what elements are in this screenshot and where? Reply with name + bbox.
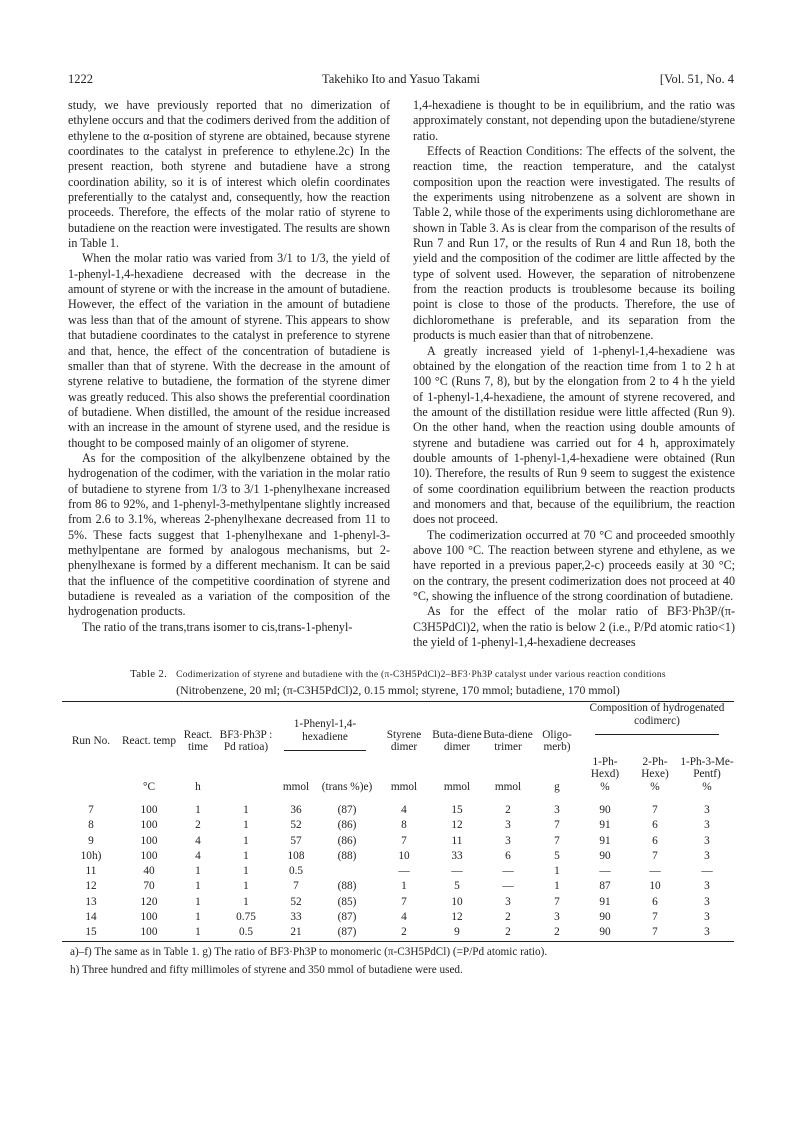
table-cell: 1 [178, 925, 218, 941]
table-row [62, 879, 734, 894]
table-cell: 91 [599, 834, 611, 847]
page-number: 1222 [68, 72, 93, 86]
table-cell: 5 [554, 849, 560, 862]
table-cell: 57 [290, 834, 302, 847]
table-conditions: (Nitrobenzene, 20 ml; (π-C3H5PdCl)2, 0.15 mmol; styrene, 170 mmol; butadiene, 170 mmol) [176, 683, 620, 697]
table-cell: 7 [401, 895, 407, 908]
table-cell: 52 [290, 895, 302, 908]
table-cell: 1 [243, 849, 249, 862]
table-cell: 1 [243, 895, 249, 908]
table-cell: (87) [337, 804, 357, 816]
table-cell: — [502, 880, 514, 893]
header-1ph3me-pent: 1-Ph-3-Me-Pentf) [680, 755, 734, 780]
volume-info: [Vol. 51, No. 4 [659, 72, 734, 86]
table-cell: 3 [704, 895, 710, 908]
table-cell: 90 [599, 911, 611, 924]
unit-mmol: mmol [282, 780, 310, 793]
paragraph: study, we have previously reported that no dimerization of ethylene occurs and that the codimers derived from the addition of ethylene to the α-position of styrene are obtained, because styrene coordinates to the catalyst in preference to ethylene.2c) In the present reaction, both styrene and butadiene have a strong coordination ability, so it is of interest which olefin coordinates preferentially to the catalyst and, consequently, how the reaction proceeds. Therefore, the effects of the molar ratio of styrene to butadiene on the reaction were investigated. The results are shown in Table 1. [68, 98, 390, 251]
table-cell: 7 [554, 834, 560, 847]
paragraph: The codimerization occurred at 70 °C and proceeded smoothly above 100 °C. The reaction between styrene and ethylene, as we have reported in a previous paper,2-c) proceeds easily at 30 °C; on the contrary, the present codimerization does not proceed at 40 °C, showing the influence of the strong coordination of butadiene. [413, 527, 735, 603]
table-cell: 91 [599, 895, 611, 908]
table-cell: 3 [554, 804, 560, 816]
table-row [62, 834, 734, 849]
table-cell: (86) [337, 834, 357, 847]
table-cell: 36 [290, 804, 302, 816]
table-row [62, 910, 734, 925]
unit-pct: % [600, 780, 610, 793]
table-cell: (87) [318, 925, 376, 941]
paragraph: As for the effect of the molar ratio of BF3·Ph3P/(π-C3H5PdCl)2, when the ratio is below 2 (i.e., P/Pd atomic ratio<1) the yield of 1-phenyl-1,4-hexadiene decreases [413, 604, 735, 650]
header-1ph-hex: 1-Ph-Hexd) [590, 755, 620, 780]
table-cell: 4 [195, 834, 201, 847]
table-cell: 3 [704, 911, 710, 924]
table-cell: 2 [195, 819, 201, 832]
running-authors: Takehiko Ito and Yasuo Takami [321, 72, 481, 86]
table-cell: 1 [195, 804, 201, 816]
table-row [62, 797, 734, 818]
table-cell: 91 [599, 819, 611, 832]
table-cell: 120 [140, 895, 158, 908]
table-cell: 6 [652, 834, 658, 847]
table-cell: 12 [85, 880, 97, 893]
table-cell: 6 [505, 849, 511, 862]
table-cell: (88) [337, 849, 357, 862]
table-cell: 8 [88, 819, 94, 832]
table-cell: 3 [505, 895, 511, 908]
table-cell: 14 [85, 911, 97, 924]
header-spacer [274, 756, 376, 781]
table-cell: 15 [62, 925, 120, 941]
table-row [62, 818, 734, 833]
table-cell: 2 [505, 804, 511, 816]
table-cell: 7 [652, 804, 658, 816]
table-cell: 0.75 [236, 911, 256, 924]
table-cell: 3 [704, 819, 710, 832]
table-cell: 100 [140, 834, 158, 847]
header-styrene-dimer: Styrene dimer [376, 702, 432, 781]
unit-pct: % [702, 780, 712, 793]
header-hexadiene [274, 702, 376, 756]
header-oligomer: Oligo-merb) [534, 702, 580, 781]
header-run: Run No. [62, 702, 120, 781]
table-cell: 70 [143, 880, 155, 893]
table-cell: 100 [140, 911, 158, 924]
table-cell: 3 [704, 804, 710, 816]
table-cell: (88) [337, 880, 357, 893]
table-title: Codimerization of styrene and butadiene with the (π-C3H5PdCl)2–BF3·Ph3P catalyst under various reaction conditions [176, 670, 666, 680]
table-cell: 3 [505, 834, 511, 847]
table-cell: 7 [630, 925, 680, 941]
table-cell: 9 [88, 834, 94, 847]
paragraph: 1,4-hexadiene is thought to be in equilibrium, and the ratio was approximately constant, not depending upon the butadiene/styrene ratio. [413, 98, 735, 143]
table-cell: 12 [451, 911, 463, 924]
table-footnote: a)–f) The same as in Table 1. g) The ratio of BF3·Ph3P to monomeric (π-C3H5PdCl) (=P/Pd atomic ratio). [70, 945, 548, 958]
table-cell: 13 [85, 895, 97, 908]
header-2ph-hex: 2-Ph-Hexe) [641, 755, 669, 780]
table-cell: 10 [451, 895, 463, 908]
header-temp: React. temp [120, 702, 178, 781]
table-2 [62, 667, 734, 978]
table-cell: 4 [195, 849, 201, 862]
table-cell: 1 [243, 819, 249, 832]
table-cell: 3 [704, 849, 710, 862]
table-cell: 2 [376, 925, 432, 941]
table-cell: 7 [652, 911, 658, 924]
table-cell: 100 [140, 849, 158, 862]
table-cell: (87) [337, 911, 357, 924]
table-cell: 1 [401, 880, 407, 893]
table-row [62, 925, 734, 941]
table-cell: — [701, 865, 713, 878]
unit-g: g [554, 780, 560, 793]
table-row [62, 895, 734, 910]
table-cell [318, 864, 376, 879]
table-cell: 90 [580, 925, 630, 941]
table-cell: 7 [652, 849, 658, 862]
header-rule [284, 750, 366, 752]
table-cell: 2 [505, 911, 511, 924]
table-cell: 2 [534, 925, 580, 941]
table-cell: 4 [401, 911, 407, 924]
table-cell: 3 [505, 819, 511, 832]
unit-blank [218, 781, 274, 798]
table-cell: 90 [599, 849, 611, 862]
table-label: Table 2. [130, 668, 168, 680]
right-column [413, 98, 735, 650]
table-cell: 90 [599, 804, 611, 816]
header-composition [580, 702, 734, 756]
table-cell: 6 [652, 895, 658, 908]
table-cell: 87 [599, 880, 611, 893]
table-cell: 1 [195, 880, 201, 893]
header-ratio: BF3·Ph3P : Pd ratioa) [218, 702, 274, 781]
table-cell: 11 [451, 834, 463, 847]
header-butadiene-dimer: Buta-diene dimer [432, 702, 482, 781]
table-cell: 3 [704, 834, 710, 847]
table-cell: 1 [243, 865, 249, 878]
header-butadiene-trimer: Buta-diene trimer [482, 702, 534, 781]
unit-mmol: mmol [443, 780, 471, 793]
table-cell: 52 [290, 819, 302, 832]
table-cell: 1 [554, 865, 560, 878]
table-cell: 10 [649, 880, 661, 893]
table-cell: 7 [88, 804, 94, 816]
table-cell: 3 [680, 925, 734, 941]
table-cell: (85) [337, 895, 357, 908]
table-cell: 12 [451, 819, 463, 832]
table-cell: 9 [432, 925, 482, 941]
table-cell: 40 [143, 865, 155, 878]
table-cell: 8 [401, 819, 407, 832]
table-cell: 6 [652, 819, 658, 832]
paragraph: The ratio of the trans,trans isomer to cis,trans-1-phenyl- [82, 619, 353, 634]
unit-temp: °C [142, 780, 156, 793]
table-cell: — [649, 865, 661, 878]
table-cell: — [599, 865, 611, 878]
table-cell: 7 [554, 819, 560, 832]
header-rule [595, 734, 718, 736]
table-cell: 1 [195, 911, 201, 924]
left-column [68, 98, 390, 635]
table-cell: 15 [451, 804, 463, 816]
table-cell: — [502, 865, 514, 878]
table-cell: 0.5 [218, 925, 274, 941]
table-row [62, 864, 734, 879]
table-cell: 1 [195, 895, 201, 908]
unit-pct: % [650, 780, 660, 793]
table-cell: 1 [243, 880, 249, 893]
unit-time: h [195, 780, 201, 793]
unit-mmol: mmol [390, 780, 418, 793]
table-cell: 100 [140, 819, 158, 832]
unit-blank [62, 781, 120, 798]
table-cell: 33 [451, 849, 463, 862]
table-cell: — [451, 865, 463, 878]
header-composition-label: Composition of hydrogenated codimerc) [589, 702, 725, 727]
table-cell: 7 [401, 834, 407, 847]
table-cell: 10 [398, 849, 410, 862]
table-cell: 5 [454, 880, 460, 893]
header-time: React. time [178, 702, 218, 781]
table-cell: 1 [195, 865, 201, 878]
paragraph: Effects of Reaction Conditions: The effects of the solvent, the reaction time, the reaction temperature, and the catalyst composition upon the reaction were investigated. The results of the experiments using nitrobenzene as a solvent are shown in Table 2, while those of the experiments using dichloromethane are shown in Table 3. As is clear from the comparison of the results of Run 7 and Run 17, or the results of Run 4 and Run 18, both the yield and the composition of the codimer are little affected by the type of solvent used. However, the separation of nitrobenzene from the reaction products is troublesome because its boiling point is close to those of the products. Therefore, the use of dichloromethane is preferable, and its separation from the products is much easier than that of nitrobenzene. [413, 144, 735, 343]
table-cell: 108 [287, 849, 305, 862]
table-cell: 3 [554, 911, 560, 924]
unit-mmol: mmol [494, 780, 522, 793]
table-cell: 21 [274, 925, 318, 941]
table-cell: 100 [140, 804, 158, 816]
table-caption [62, 667, 734, 682]
table-cell: 3 [704, 880, 710, 893]
table-cell: 1 [243, 834, 249, 847]
table-cell: 11 [85, 865, 97, 878]
table-cell: 7 [554, 895, 560, 908]
unit-trans: (trans %)e) [321, 780, 373, 793]
table-body [62, 797, 734, 941]
table-cell: (86) [337, 819, 357, 832]
paragraph: When the molar ratio was varied from 3/1 to 1/3, the yield of 1-phenyl-1,4-hexadiene decreased with the decrease in the amount of styrene or with the increase in the amount of butadiene. However, the effect of the variation in the amount of butadiene was less than that of the amount of styrene. This appears to show that butadiene coordinates to the catalyst in preference to styrene and that, hence, the effect of the concentration of butadiene is smaller than that of styrene. With the decrease in the amount of styrene relative to butadiene, the formation of the styrene dimer was greatly reduced. This also shows the preferential coordination of butadiene. When distilled, the amount of the residue increased with an increase in the amount of styrene used, and the residue is thought to be composed mainly of an oligomer of styrene. [68, 251, 390, 450]
table-cell: 10h) [80, 849, 102, 862]
paragraph: A greatly increased yield of 1-phenyl-1,4-hexadiene was obtained by the elongation of the reaction time from 1 to 2 h at 100 °C (Runs 7, 8), but by the elongation from 2 to 4 h the yield of 1-phenyl-1,4-hexadiene, the amount of styrene recovered, and the amount of the distillation residue were little affected (Run 9). On the other hand, when the reaction using double amounts of styrene and butadiene was carried out for 4 h, approximately double amounts of 1-phenyl-1,4-hexadiene were obtained (Run 10). Therefore, the results of Run 9 seem to suggest the existence of some coordination equilibrium between the reaction products and monomers and that, because of the equilibrium, the reaction does not proceed. [413, 343, 735, 527]
table-cell: — [398, 865, 410, 878]
paragraph: As for the composition of the alkylbenzene obtained by the hydrogenation of the codimer, with the variation in the molar ratio of butadiene to styrene from 1/3 to 3/1 1-phenylhexane increased from 86 to 92%, and 1-phenyl-3-methylpentane slightly increased from 2.6 to 3.1%, whereas 2-phenylhexane decreased from 11 to 5%. These facts suggest that 1-phenylhexane and 1-phenyl-3-methylpentane are formed by analogous mechanisms, but 2-phenylhexane is formed by a different mechanism. It can be said that the influence of the competitive coordination of styrene and butadiene is revealed as a variation of the composition of the hydrogenation products. [68, 450, 390, 619]
table-cell: 1 [243, 804, 249, 816]
page-header [68, 72, 734, 88]
table-cell: 33 [290, 911, 302, 924]
table-cell: 4 [401, 804, 407, 816]
table-row [62, 849, 734, 864]
table-footnote: h) Three hundred and fifty millimoles of styrene and 350 mmol of butadiene were used. [70, 963, 463, 976]
data-table [62, 701, 734, 942]
header-hexadiene-label: 1-Phenyl-1,4-hexadiene [293, 718, 357, 743]
table-cell: 0.5 [288, 865, 304, 878]
table-cell: 2 [482, 925, 534, 941]
table-cell: 100 [120, 925, 178, 941]
table-cell: 1 [554, 880, 560, 893]
table-cell: 7 [293, 880, 299, 893]
